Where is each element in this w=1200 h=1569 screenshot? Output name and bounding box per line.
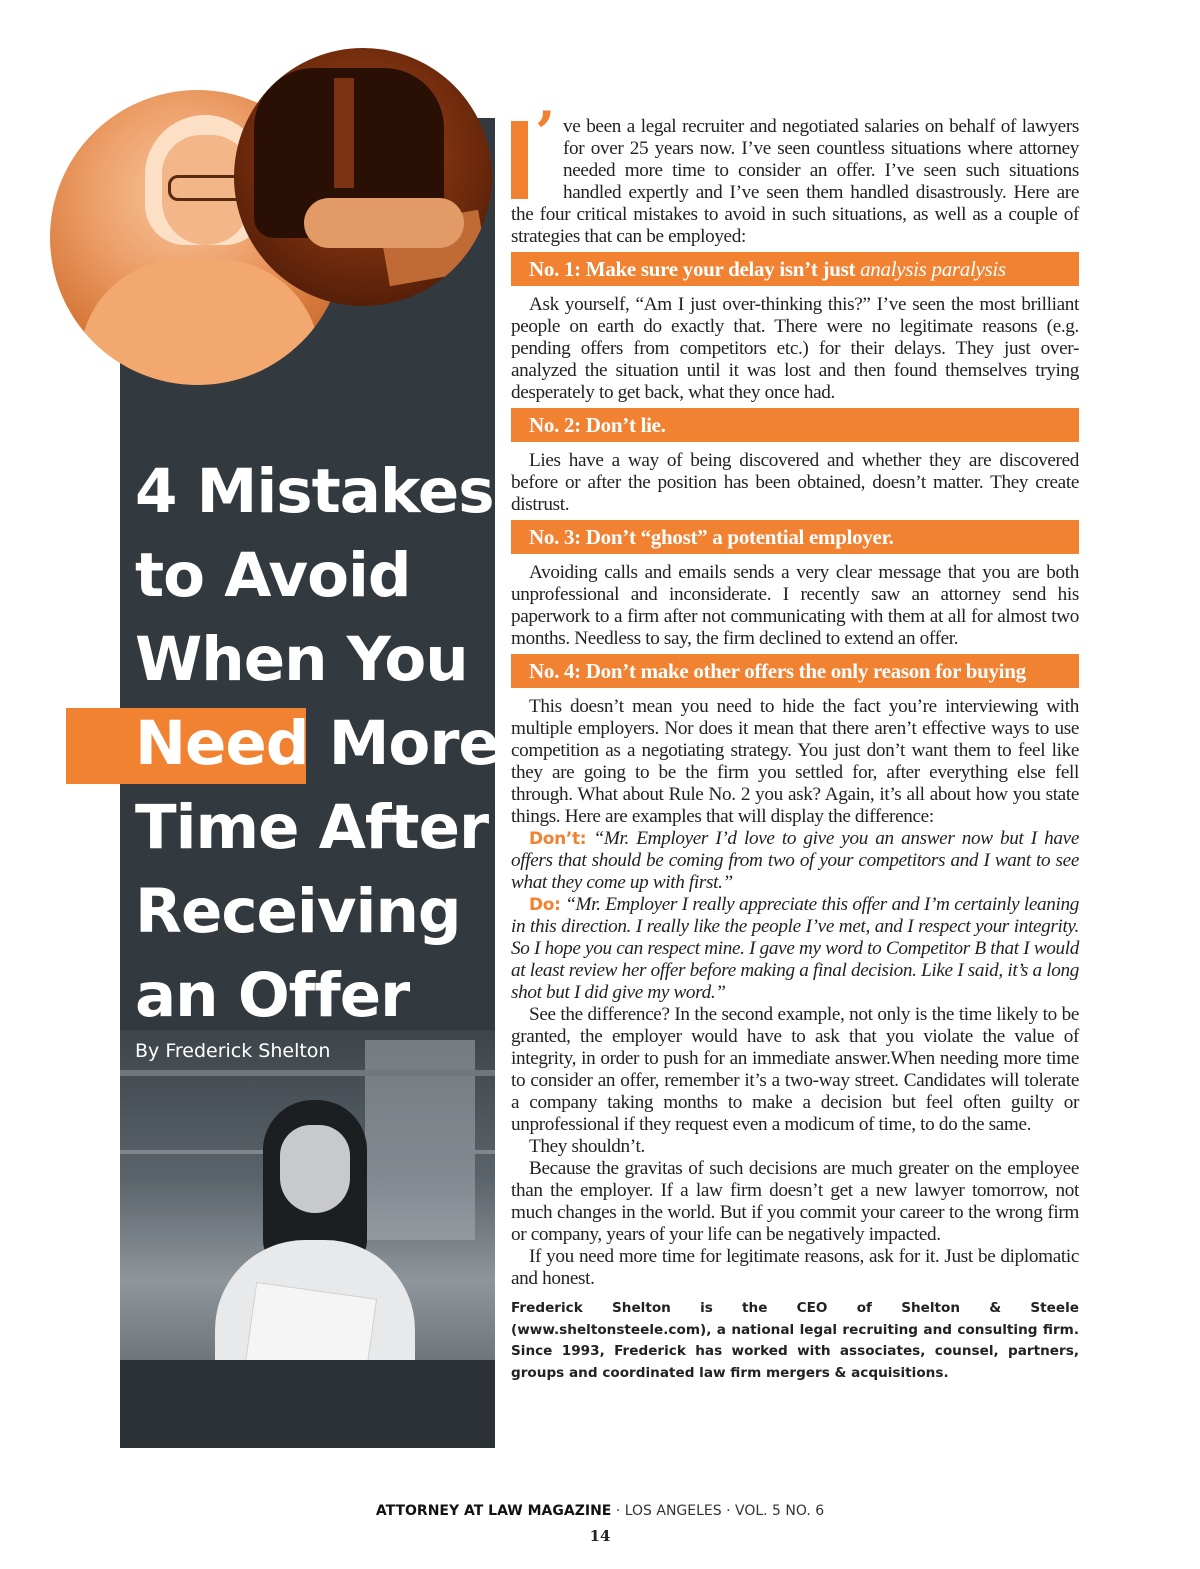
title-line-rest: More [328,708,499,779]
section-heading-italic: analysis paralysis [860,257,1006,281]
photo-desk [120,1360,495,1448]
dont-text: “Mr. Employer I’d love to give you an answer now but I have offers that should be coming from two of your competitors and I want to see what they come up with first.” [511,828,1079,893]
closing-paragraph: See the difference? In the second example, not only is the time likely to be granted, the employer would have to ask that you violate the value of integrity, in order to push for an immediate answer.When needing more time to consider an offer, remember it’s a two-way street. Candidates will tolerate a company taking months to make a decision but feel often guilty or unprofessional if they request even a modicum of time, to do the same. [511,1004,1079,1135]
byline: By Frederick Shelton [135,1040,331,1062]
closing-paragraph: If you need more time for legitimate reasons, ask for it. Just be diplomatic and honest. [511,1246,1079,1289]
closing-paragraph: Because the gravitas of such decisions are much greater on the employee than the employer. If a law firm doesn’t get a new lawyer tomorrow, not much changes in the world. But if you commit your career to the wrong firm or company, years of your life can be negatively impacted. [511,1158,1079,1245]
section-heading-4: No. 4: Don’t make other offers the only reason for buying [511,654,1079,688]
title-line: 4 Mistakes [135,456,494,527]
title-line: When You [135,624,468,695]
title-highlight-word: Need [135,708,309,779]
title-line [135,702,499,786]
dropcap-apostrophe: ’ [535,99,555,167]
article-body [511,99,1079,1384]
dropcap-i [511,99,555,201]
section-heading-2: No. 2: Don’t lie. [511,408,1079,442]
do-text: “Mr. Employer I really appreciate this offer and I’m certainly leaning in this direction. I really like the people I’ve met, and I respect your integrity. So I hope you can respect mine. I gave my word to Competitor B that I would at least review her offer before making a final decision. Like I said, it’s a long shot but I did give my word.” [511,894,1079,1003]
photo-person-face [280,1125,350,1213]
section-body-2: Lies have a way of being discovered and whether they are discovered before or after the position has been obtained, doesn’t matter. They create distrust. [511,450,1079,515]
dropcap-bar [511,121,528,199]
title-line: Time After [135,792,489,863]
dont-label: Don’t: [529,829,587,849]
author-bio: Frederick Shelton is the CEO of Shelton & Steele (www.sheltonsteele.com), a national legal recruiting and consulting firm. Since 1993, Frederick has worked with associates, counsel, partners, groups and coordinated law firm mergers & acquisitions. [511,1300,1079,1381]
intro-paragraph: ve been a legal recruiter and negotiated salaries on behalf of lawyers for over 25 years now. I’ve seen countless situations where attorney needed more time to consider an offer. I’ve seen such situations handled expertly and I’ve seen them handled disastrously. Here are the four critical mistakes to avoid in such situations, as well as a couple of strategies that can be employed: [511,116,1079,247]
closing-paragraph: They shouldn’t. [529,1136,645,1157]
article-title [135,450,499,1038]
magazine-footer [0,1503,1200,1519]
section-body-4: This doesn’t mean you need to hide the fact you’re interviewing with multiple employers. Nor does it mean that there aren’t effective ways to use competition as a negotiating strategy. You just don’t want them to feel like they are going to be the firm you settled for, after everything else fell through. What about Rule No. 2 you ask? Again, it’s all about how you state things. Here are examples that will display the difference: [511,696,1079,827]
magazine-name: ATTORNEY AT LAW MAGAZINE [375,1503,612,1519]
photo-shelf [120,1070,495,1076]
title-line: an Offer [135,960,410,1031]
businessman-photo [234,48,492,306]
section-body-1: Ask yourself, “Am I just over-thinking this?” I’ve seen the most brilliant people on earth do exactly that. There were no legitimate reasons (e.g. pending offers from competitors etc.) for their delays. They just over-analyzed the situation until it was lost and then found themselves trying desperately to get back, what they once had. [511,294,1079,403]
title-line: Receiving [135,876,461,947]
do-example [511,894,1079,1004]
page-number: 14 [589,1527,611,1545]
section-body-3: Avoiding calls and emails sends a very clear message that you are both unprofessional and inconsiderate. I recently saw an attorney send his paperwork to a firm after not communicating with them at all for almost two months. Needless to say, the firm declined to extend an offer. [511,562,1079,649]
dont-example [511,828,1079,894]
issue-info: · LOS ANGELES · VOL. 5 NO. 6 [611,1503,825,1519]
title-line: to Avoid [135,540,411,611]
photo-tie [334,78,354,188]
section-heading-3: No. 3: Don’t “ghost” a potential employer. [511,520,1079,554]
woman-with-paper-photo [120,1030,495,1448]
section-heading-1 [511,252,1079,286]
do-label: Do: [529,895,561,915]
photo-hands [304,198,464,248]
section-heading-text: No. 1: Make sure your delay isn’t just [529,257,861,281]
